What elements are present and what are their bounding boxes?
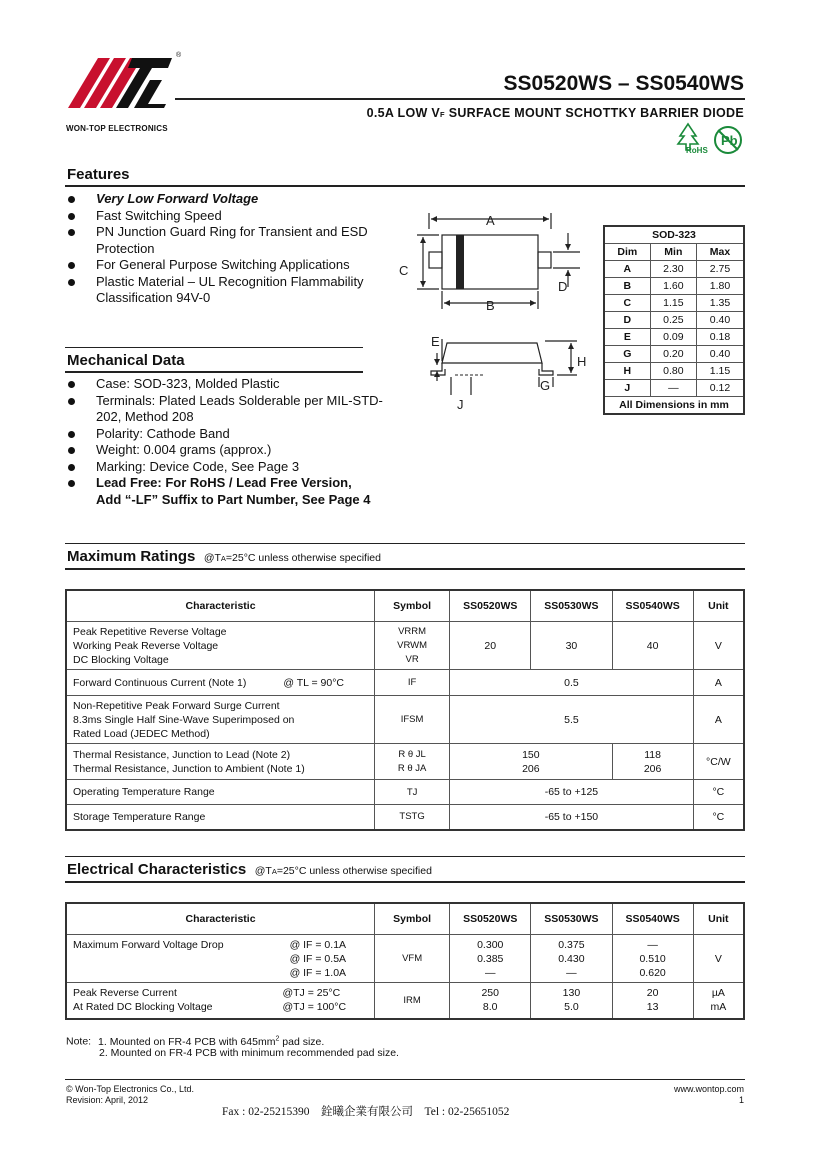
dim-header: Max	[697, 244, 744, 261]
features-rule	[65, 185, 745, 187]
dim-label-e: E	[431, 334, 440, 349]
dim-label-b: B	[486, 298, 495, 313]
dim-label-c: C	[399, 263, 409, 278]
mechanical-item-lead-free: Lead Free: For RoHS / Lead Free Version, Add “-LF” Suffix to Part Number, See Page 4	[66, 475, 406, 508]
dim-label-d: D	[558, 279, 568, 294]
features-list	[66, 191, 396, 307]
electrical-top-rule	[65, 856, 745, 857]
mechanical-list	[66, 376, 406, 508]
electrical-table	[65, 902, 745, 1020]
website-link: www.wontop.com	[673, 1084, 744, 1094]
won-top-logo	[68, 50, 178, 122]
dim-row: B 1.60 1.80	[604, 278, 744, 295]
col-header: Characteristic	[66, 903, 375, 935]
package-name: SOD-323	[604, 226, 744, 244]
footer-right	[674, 1084, 744, 1106]
notes: Note: 1. Mounted on FR-4 PCB with $645mm^2$ pad size.	[66, 1035, 325, 1048]
dim-label-g: G	[540, 378, 551, 393]
col-header: Unit	[693, 590, 744, 622]
electrical-heading: Electrical Characteristics @TA=25°C unless otherwise specified	[67, 861, 432, 878]
dim-row: D 0.25 0.40	[604, 312, 744, 329]
mechanical-item: Weight: 0.004 grams (approx.)	[66, 442, 406, 459]
ratings-rule	[65, 568, 745, 570]
mechanical-title: Mechanical Data	[67, 352, 185, 369]
table-row: Non-Repetitive Peak Forward Surge Current 8.3ms Single Half Sine-Wave Superimposed on Rated Load (JEDEC Method) IFSM 5.5 A	[66, 696, 744, 744]
product-subtitle: 0.5A LOW VF SURFACE MOUNT SCHOTTKY BARRIER DIODE	[366, 106, 744, 120]
table-row: Peak Reverse Current At Rated DC Blocking Voltage @TJ = 25°C @TJ = 100°C IRM 250 8.0 130 5.0 20 13 µA mA	[66, 983, 744, 1019]
table-row: Storage Temperature Range TSTG -65 to +150 °C	[66, 805, 744, 830]
mechanical-item: Terminals: Plated Leads Solderable per MIL-STD-202, Method 208	[66, 393, 406, 426]
col-header: Characteristic	[66, 590, 375, 622]
col-header: SS0540WS	[612, 903, 693, 935]
dim-label-h: H	[577, 354, 587, 369]
registered-mark: ®	[176, 52, 182, 59]
ratings-top-rule	[65, 543, 745, 544]
dim-row: C 1.15 1.35	[604, 295, 744, 312]
lead-free-icon	[712, 124, 744, 156]
dim-header: Dim	[604, 244, 650, 261]
feature-item: Plastic Material – UL Recognition Flammability Classification 94V-0	[66, 274, 396, 307]
table-row: Peak Repetitive Reverse Voltage Working Peak Reverse Voltage DC Blocking Voltage VRRM VRWM VR 20 30 40 V	[66, 622, 744, 670]
fax-tel-line: Fax : 02-25215390 銓曦企業有限公司 Tel : 02-25651052	[222, 1106, 510, 1118]
col-header: Symbol	[375, 903, 450, 935]
pb-label: Pb	[721, 133, 738, 148]
footer-left: © Won-Top Electronics Co., Ltd. Revision: April, 2012	[66, 1084, 195, 1105]
max-ratings-heading: Maximum Ratings @TA=25°C unless otherwise specified	[67, 548, 381, 565]
part-number-title: SS0520WS – SS0540WS	[503, 72, 744, 95]
table-row: Operating Temperature Range TJ -65 to +125 °C	[66, 780, 744, 805]
dim-row: A 2.30 2.75	[604, 261, 744, 278]
feature-item: PN Junction Guard Ring for Transient and ESD Protection	[66, 224, 396, 257]
table-row: Forward Continuous Current (Note 1) @ TL = 90°C IF 0.5 A	[66, 670, 744, 696]
table-row: Thermal Resistance, Junction to Lead (Note 2) Thermal Resistance, Junction to Ambient (Note 1) R θ JL R θ JA 150 206 118 206 °C/W	[66, 744, 744, 780]
col-header: SS0540WS	[612, 590, 693, 622]
dim-row: H 0.80 1.15	[604, 363, 744, 380]
dimension-table	[603, 225, 745, 415]
mechanical-top-rule	[65, 347, 363, 348]
footer-rule	[65, 1079, 745, 1080]
col-header: Unit	[693, 903, 744, 935]
mechanical-rule	[65, 371, 363, 373]
mechanical-item: Polarity: Cathode Band	[66, 426, 406, 443]
table-row: Maximum Forward Voltage Drop @ IF = 0.1A @ IF = 0.5A @ IF = 1.0A VFM 0.300 0.385 — 0.375 0.430 — — 0.510 0.620 V	[66, 935, 744, 983]
col-header: Symbol	[375, 590, 450, 622]
company-name: WON-TOP ELECTRONICS	[66, 124, 168, 133]
package-outline-diagram	[395, 205, 595, 415]
page-number: 1	[738, 1095, 744, 1105]
feature-item: Fast Switching Speed	[66, 208, 396, 225]
feature-item: Very Low Forward Voltage	[66, 191, 396, 208]
col-header: SS0530WS	[531, 590, 612, 622]
dim-table-footer: All Dimensions in mm	[604, 397, 744, 415]
mechanical-item: Marking: Device Code, See Page 3	[66, 459, 406, 476]
dim-row: J — 0.12	[604, 380, 744, 397]
electrical-rule	[65, 881, 745, 883]
rohs-icon	[674, 122, 710, 156]
dim-header: Min	[650, 244, 696, 261]
title-rule	[175, 98, 745, 100]
features-title: Features	[67, 166, 130, 183]
dim-label-j: J	[457, 397, 464, 412]
feature-item: For General Purpose Switching Applications	[66, 257, 396, 274]
mechanical-item: Case: SOD-323, Molded Plastic	[66, 376, 406, 393]
col-header: SS0520WS	[450, 590, 531, 622]
col-header: SS0520WS	[450, 903, 531, 935]
note-2: 2. Mounted on FR-4 PCB with minimum recommended pad size.	[99, 1047, 399, 1059]
dim-row: G 0.20 0.40	[604, 346, 744, 363]
col-header: SS0530WS	[531, 903, 612, 935]
max-ratings-table	[65, 589, 745, 831]
dim-label-a: A	[486, 213, 495, 228]
rohs-label: RoHS	[686, 146, 708, 155]
dim-row: E 0.09 0.18	[604, 329, 744, 346]
